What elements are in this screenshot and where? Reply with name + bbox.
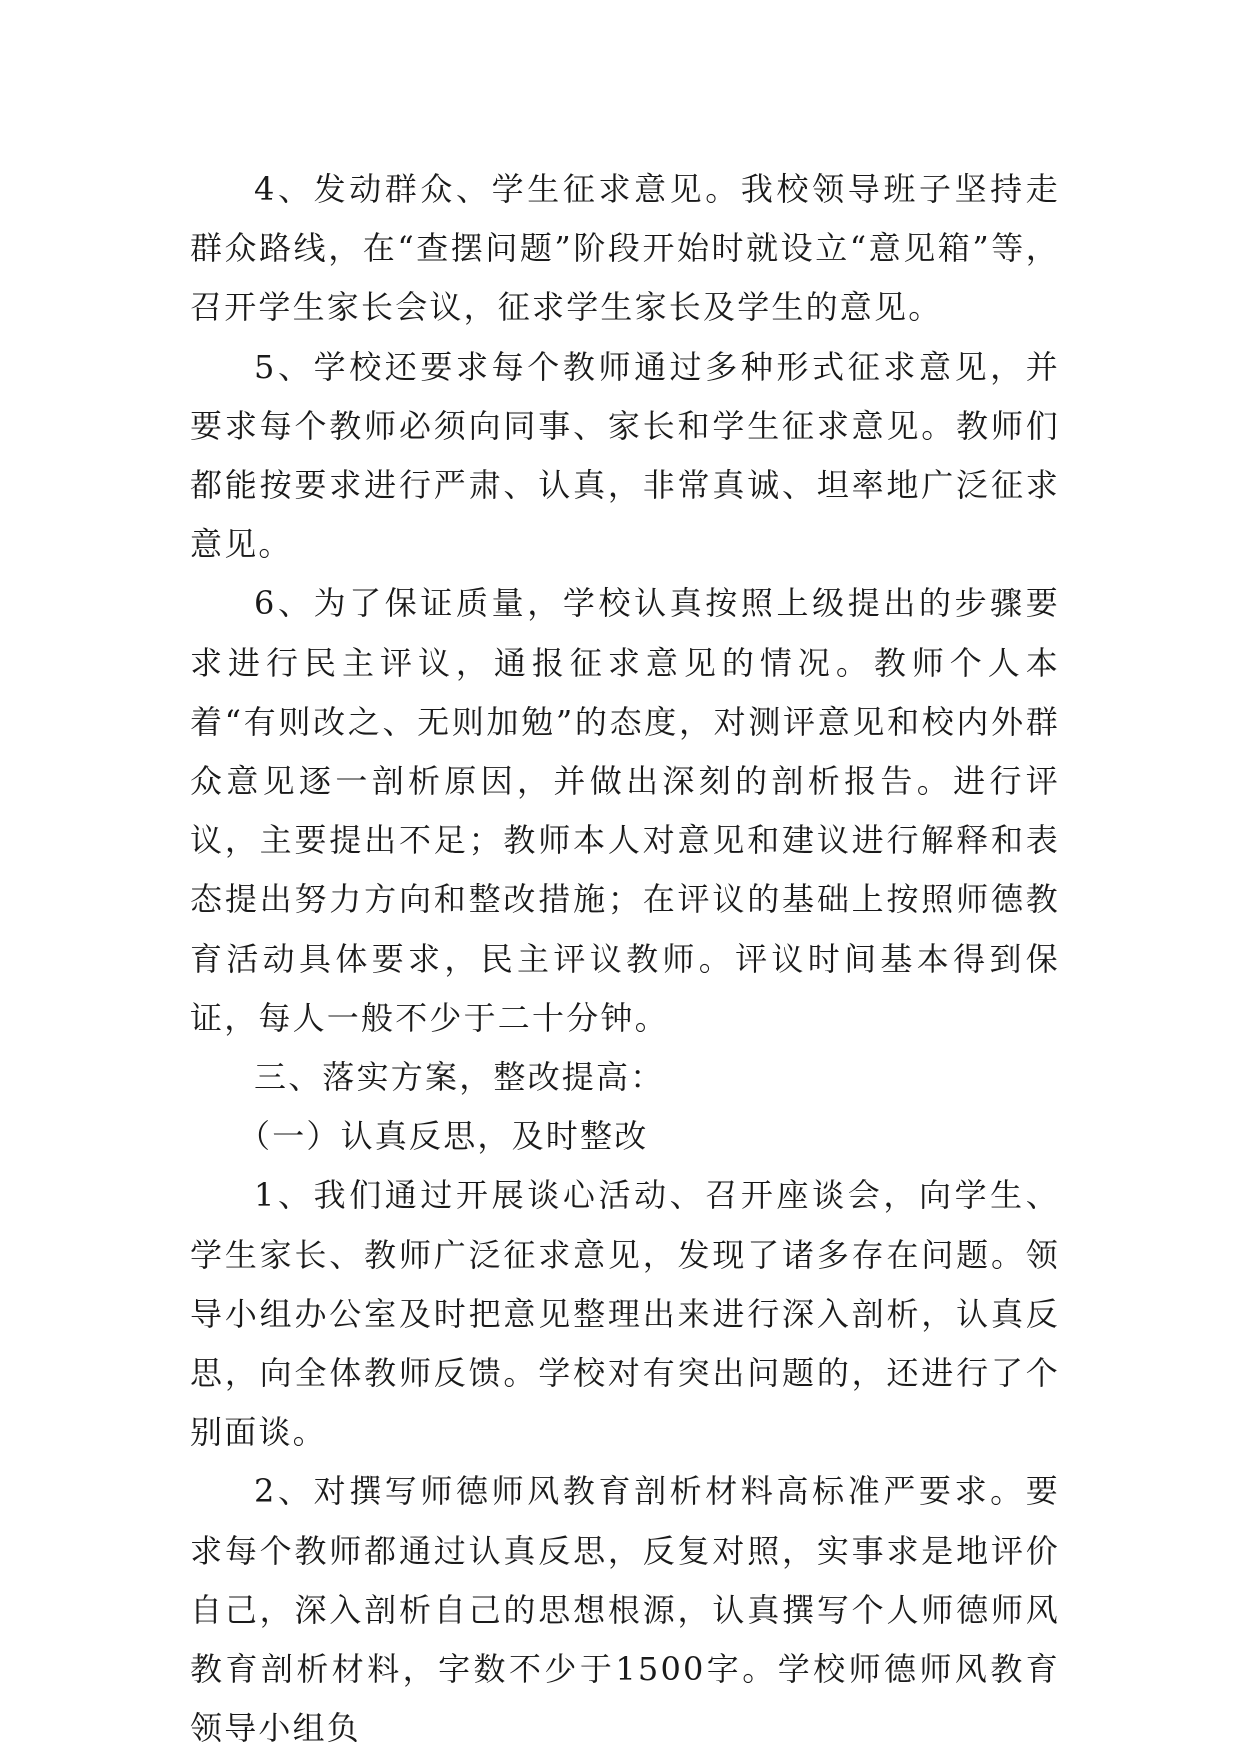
- subsection-heading-one: （一）认真反思，及时整改: [238, 1117, 649, 1156]
- section-heading-three: 三、落实方案，整改提高：: [254, 1058, 665, 1097]
- paragraph-item-4: 4、发动群众、学生征求意见。我校领导班子坚持走群众路线，在“查摆问题”阶段开始时就设立“意见箱”等，召开学生家长会议，征求学生家长及学生的意见。: [190, 170, 1060, 327]
- paragraph-item-6: 6、为了保证质量，学校认真按照上级提出的步骤要求进行民主评议，通报征求意见的情况。教师个人本着“有则改之、无则加勉”的态度，对测评意见和校内外群众意见逐一剖析原因，并做出深刻的剖析报告。进行评议，主要提出不足；教师本人对意见和建议进行解释和表态提出努力方向和整改措施；在评议的基础上按照师德教育活动具体要求，民主评议教师。评议时间基本得到保证，每人一般不少于二十分钟。: [190, 584, 1060, 1037]
- document-body: [190, 160, 1060, 1758]
- paragraph-item-1: 1、我们通过开展谈心活动、召开座谈会，向学生、学生家长、教师广泛征求意见，发现了诸多存在问题。领导小组办公室及时把意见整理出来进行深入剖析，认真反思，向全体教师反馈。学校对有突出问题的，还进行了个别面谈。: [190, 1176, 1060, 1452]
- paragraph-item-2: 2、对撰写师德师风教育剖析材料高标准严要求。要求每个教师都通过认真反思，反复对照，实事求是地评价自己，深入剖析自己的思想根源，认真撰写个人师德师风教育剖析材料，字数不少于1500字。学校师德师风教育领导小组负: [190, 1472, 1060, 1748]
- paragraph-item-5: 5、学校还要求每个教师通过多种形式征求意见，并要求每个教师必须向同事、家长和学生征求意见。教师们都能按要求进行严肃、认真，非常真诚、坦率地广泛征求意见。: [190, 347, 1060, 564]
